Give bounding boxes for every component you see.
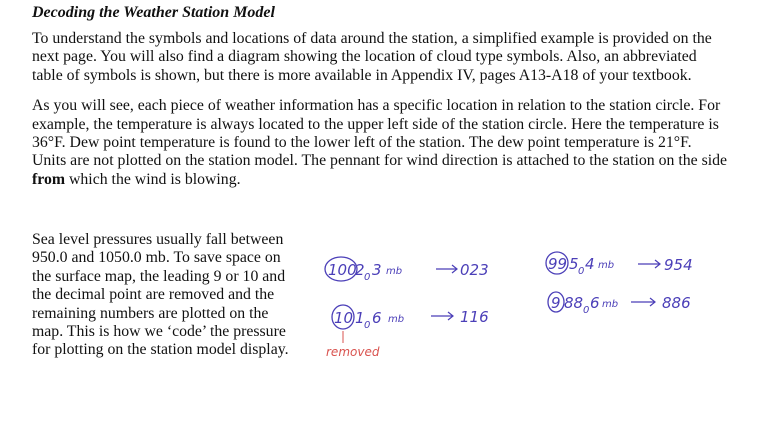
example-2-coded: 954	[664, 256, 693, 274]
example-1-unit: mb	[386, 266, 403, 277]
example-3-circled: 10	[334, 309, 354, 327]
paragraph-station-text-2: which the wind is blowing.	[65, 170, 241, 188]
arrow-icon	[436, 265, 457, 273]
arrow-icon	[431, 312, 453, 320]
handwritten-example-1	[325, 257, 489, 283]
example-3-decimal: 0	[364, 320, 371, 331]
paragraph-station-text-1: As you will see, each piece of weather information has a specific location in relation to the station circle. For example, the temperature is always located to the upper left side of the station circle. Here the temperature is 36°F. Dew point temperature is found to the lower left of the station. The dew point temperature is 21°F. Units are not plotted on the station model. The pennant for wind direction is attached to the station on the side	[32, 97, 728, 170]
example-1-tail: 3	[372, 261, 382, 279]
paragraph-pressure: Sea level pressures usually fall between 950.0 and 1050.0 mb. To save space on the surface map, the leading 9 or 10 and the decimal point are removed and the remaining numbers are plotted on the map. This is how we ‘code’ the pressure for plotting on the station model display.	[32, 231, 289, 359]
handwritten-example-2	[546, 252, 693, 277]
arrow-icon	[631, 298, 655, 306]
example-3-tail: 6	[372, 309, 382, 327]
example-2-decimal: 0	[578, 266, 585, 277]
paragraph-intro: To understand the symbols and locations of data around the station, a simplified example is provided on the next page. You will also find a diagram showing the location of cloud type symbols. Also, an abbreviated table of symbols is shown, but there is more available in Appendix IV, pages A13-A18 of your textbook.	[32, 30, 712, 84]
example-4-circled: 9	[551, 294, 561, 312]
example-1-rest: 2	[355, 261, 365, 279]
example-2-rest: 5	[569, 255, 579, 273]
example-3-unit: mb	[388, 314, 405, 325]
example-1-circled: 100	[328, 261, 357, 279]
example-4-unit: mb	[602, 299, 619, 310]
example-2-circled: 99	[548, 255, 568, 273]
example-3-rest: 1	[355, 309, 365, 327]
example-2-tail: 4	[585, 255, 595, 273]
arrow-icon	[638, 260, 660, 268]
removed-label: removed	[326, 345, 380, 359]
paragraph-station-bold: from	[32, 170, 66, 188]
example-1-decimal: 0	[364, 272, 371, 283]
example-3-coded: 116	[460, 308, 489, 326]
example-4-coded: 886	[662, 294, 691, 312]
example-4-tail: 6	[590, 294, 600, 312]
example-2-unit: mb	[598, 260, 615, 271]
example-4-decimal: 0	[583, 305, 590, 316]
handwritten-example-4	[548, 292, 691, 316]
handwritten-example-3	[326, 305, 489, 359]
page-title: Decoding the Weather Station Model	[32, 4, 275, 21]
example-1-coded: 023	[460, 261, 489, 279]
example-4-rest: 88	[564, 294, 584, 312]
